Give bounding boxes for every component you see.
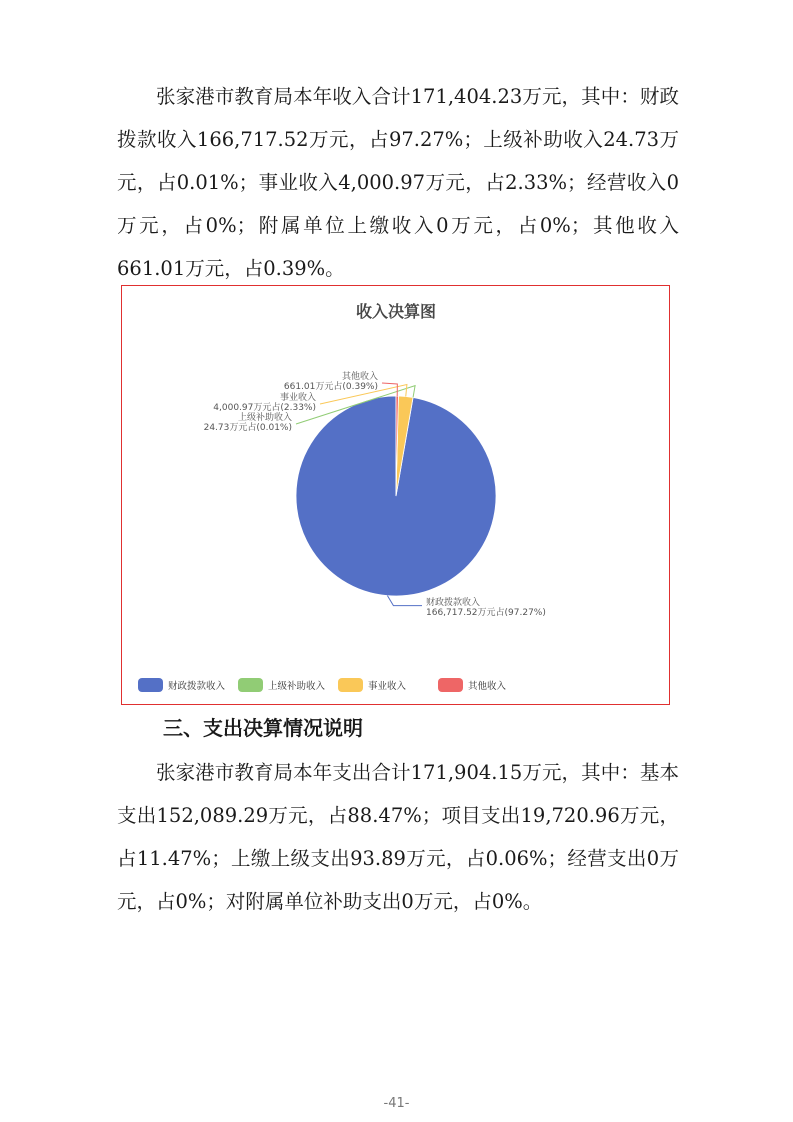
page-number: -41- (383, 1096, 410, 1111)
slice-label-value-2: 24.73万元占(0.01%) (203, 423, 292, 433)
slice-label-name-3: 事业收入 (279, 393, 316, 403)
income-pie-chart (122, 286, 671, 706)
slice-label-name-4: 其他收入 (341, 372, 378, 382)
income-paragraph: 张家港市教育局本年收入合计171,404.23万元，其中：财政拨款收入166,717.52万元，占97.27%；上级补助收入24.73万元，占0.01%；事业收入4,000.97万元，占2.33%；经营收入0万元，占0%；附属单位上缴收入0万元，占0%；其他收入661.01万元，占0.39%。 (117, 85, 679, 280)
legend-label-4[interactable]: 其他收入 (468, 681, 507, 692)
legend-label-3[interactable]: 事业收入 (368, 681, 407, 692)
legend-swatch-3[interactable] (338, 678, 363, 692)
income-chart-frame (121, 285, 670, 705)
chart-title: 收入决算图 (355, 302, 437, 321)
slice-label-name-2: 上级补助收入 (237, 413, 292, 423)
legend-swatch-4[interactable] (438, 678, 463, 692)
slice-label-name-1: 财政拨款收入 (426, 598, 481, 608)
legend-swatch-1[interactable] (138, 678, 163, 692)
slice-label-value-1: 166,717.52万元占(97.27%) (426, 608, 546, 618)
legend-label-2[interactable]: 上级补助收入 (268, 681, 326, 692)
slice-label-value-4: 661.01万元占(0.39%) (283, 382, 378, 392)
slice-label-value-3: 4,000.97万元占(2.33%) (213, 403, 316, 413)
leader-line-1 (387, 596, 422, 606)
legend-swatch-2[interactable] (238, 678, 263, 692)
legend-label-1[interactable]: 财政拨款收入 (168, 681, 226, 692)
section-title: 三、支出决算情况说明 (163, 716, 363, 740)
expense-paragraph: 张家港市教育局本年支出合计171,904.15万元，其中：基本支出152,089.29万元，占88.47%；项目支出19,720.96万元，占11.47%；上缴上级支出93.89万元，占0.06%；经营支出0万元，占0%；对附属单位补助支出0万元，占0%。 (117, 761, 679, 913)
